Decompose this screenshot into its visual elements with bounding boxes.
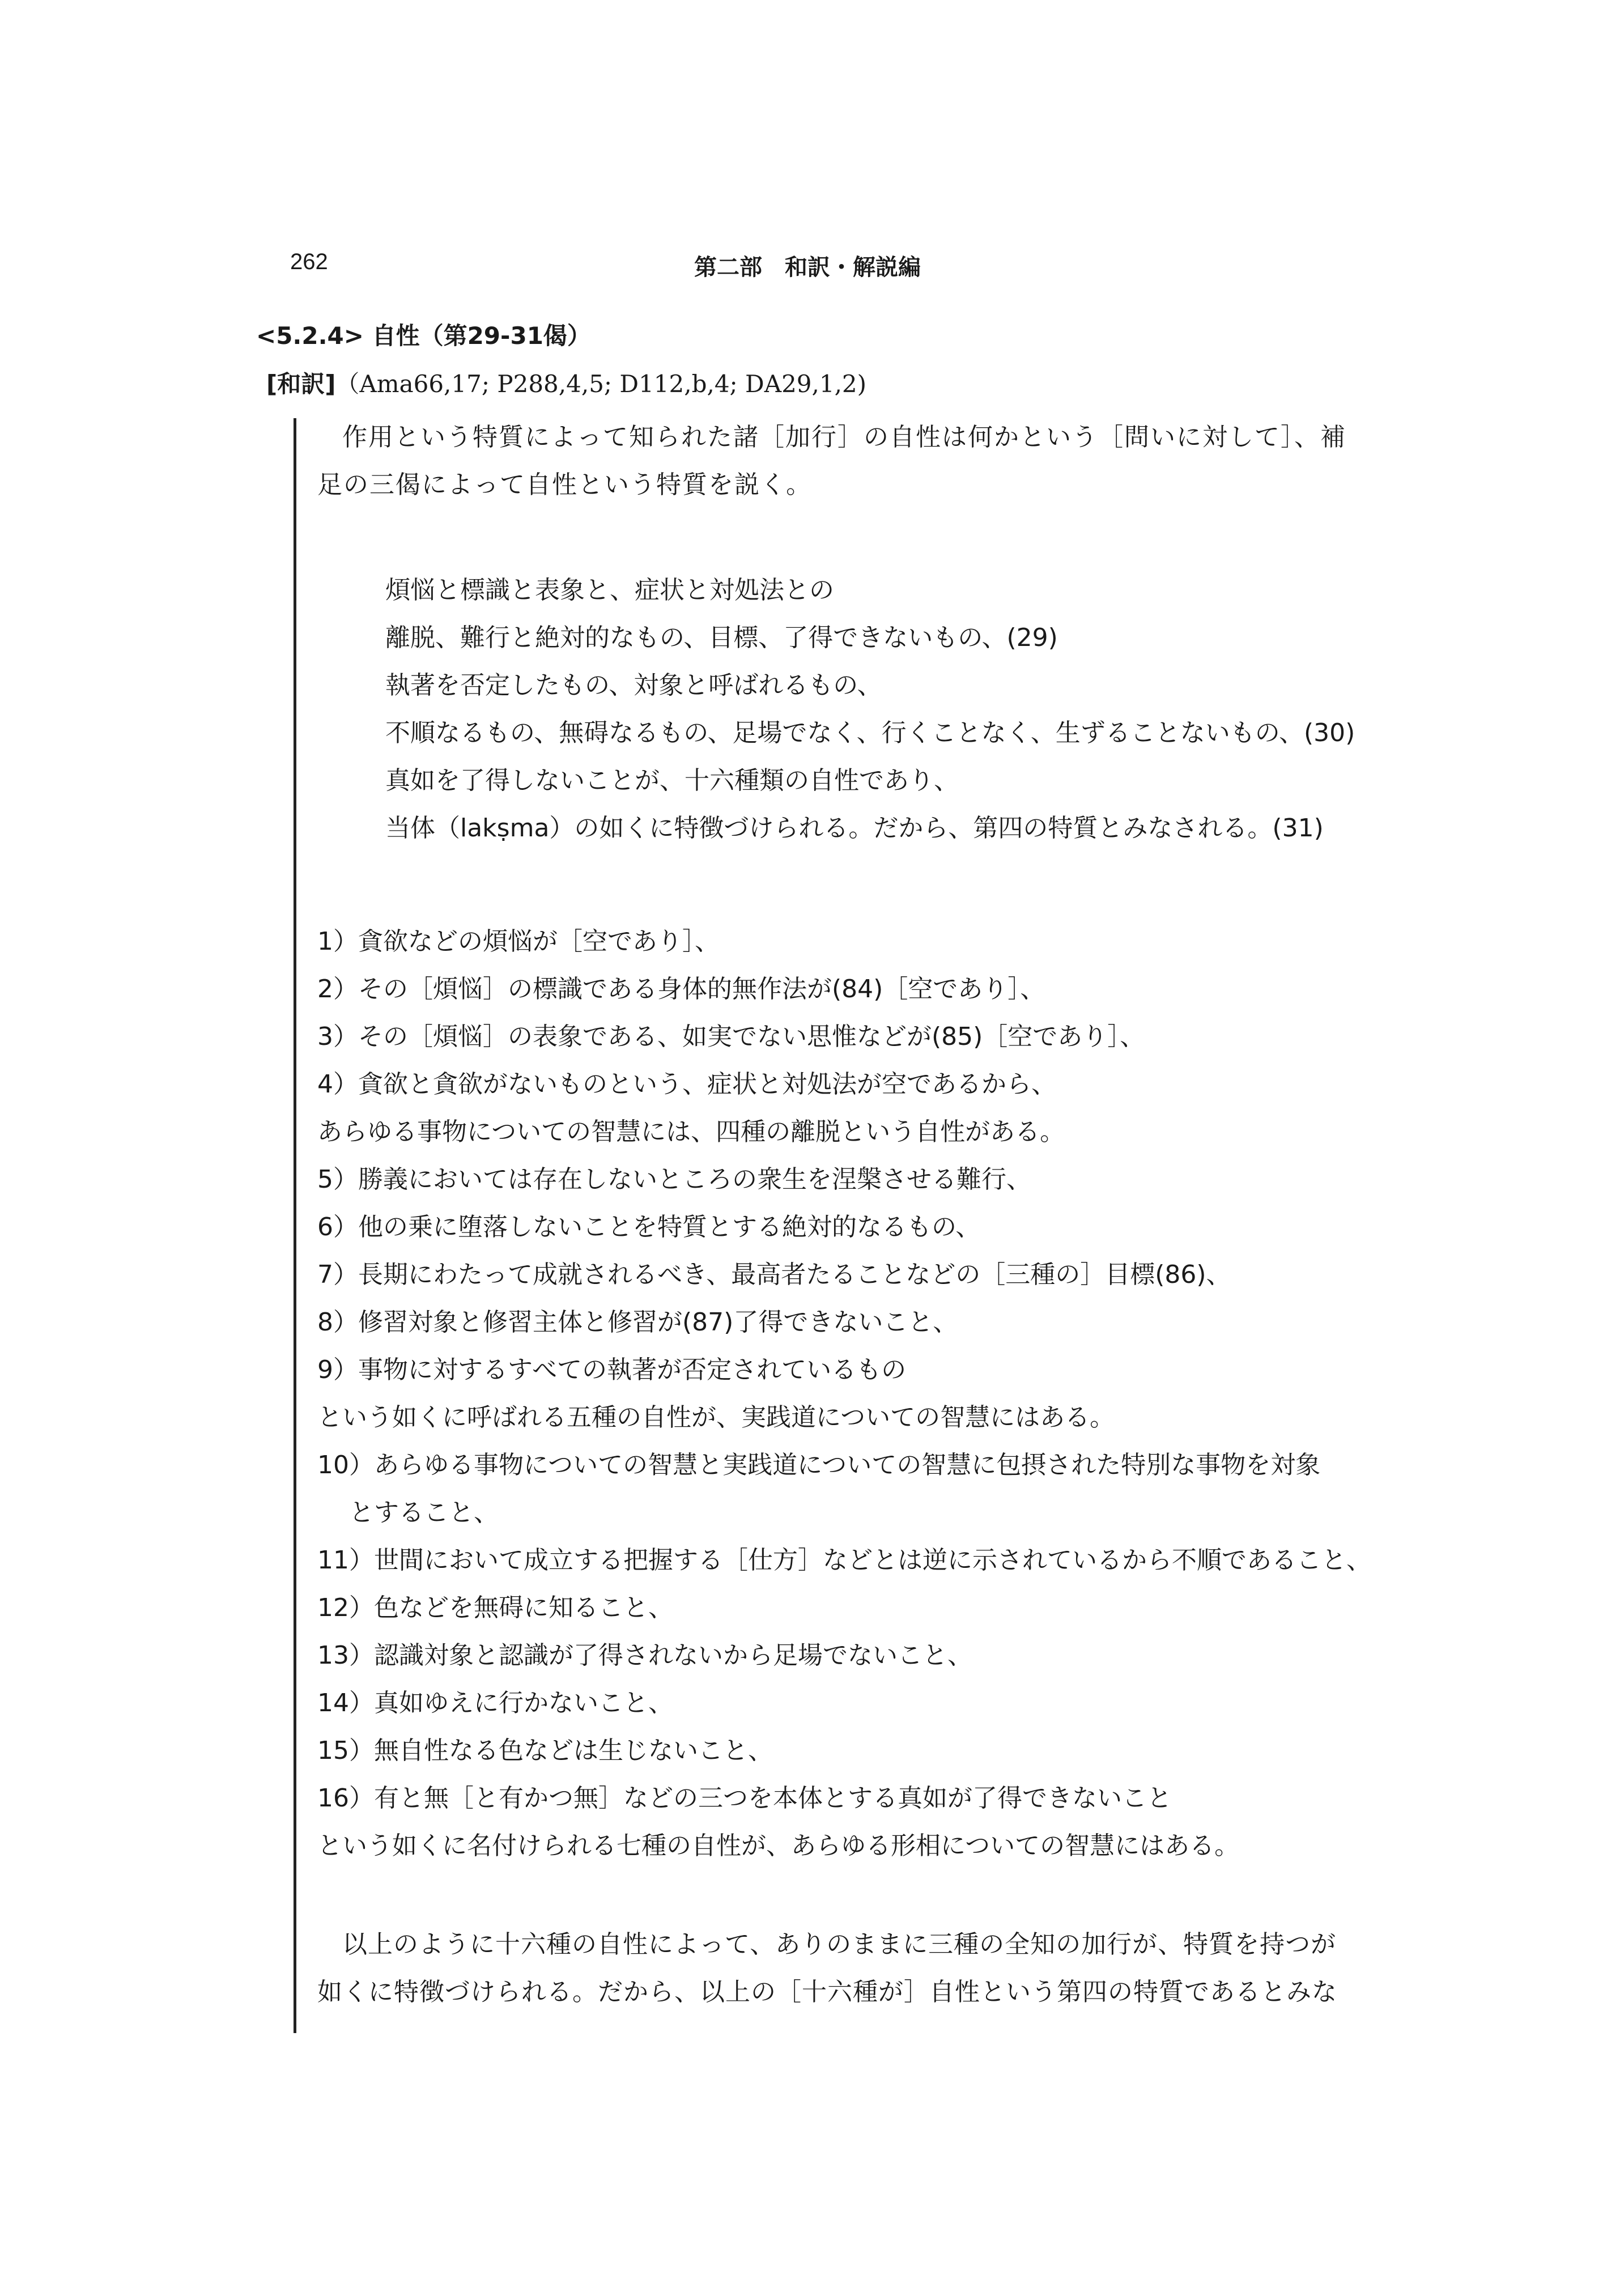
- list-item: 8）修習対象と修習主体と修習が(87)了得できないこと、: [317, 1308, 958, 1337]
- closing-line: 以上のように十六種の自性によって、ありのままに三種の全知の加行が、特質を持つが: [342, 1930, 1337, 1959]
- list-item: 6）他の乗に堕落しないことを特質とする絶対的なるもの、: [317, 1213, 981, 1241]
- verse-line: 真如を了得しないことが、十六種類の自性であり、: [385, 766, 959, 795]
- verse-line: 執著を否定したもの、対象と呼ばれるもの、: [385, 671, 882, 700]
- list-item: 10）あらゆる事物についての智慧と実践道についての智慧に包摂された特別な事物を対象: [317, 1451, 1321, 1479]
- verse-line: 当体（lakṣma）の如くに特徴づけられる。だから、第四の特質とみなされる。(31): [385, 814, 1324, 843]
- list-item: 13）認識対象と認識が了得されないから足場でないこと、: [317, 1641, 972, 1670]
- list-item: 14）真如ゆえに行かないこと、: [317, 1689, 673, 1717]
- list-item: 11）世間において成立する把握する［仕方］などとは逆に示されているから不順であること、: [317, 1546, 1371, 1575]
- closing-line: 如くに特徴づけられる。だから、以上の［十六種が］自性という第四の特質であるとみな: [317, 1978, 1337, 2006]
- intro-line: 作用という特質によって知られた諸［加行］の自性は何かという［問いに対して］、補: [342, 423, 1346, 452]
- list-item: 2）その［煩悩］の標識である身体的無作法が(84)［空であり］、: [317, 975, 1045, 1004]
- verse-line: 不順なるもの、無碍なるもの、足場でなく、行くことなく、生ずることないもの、(30): [385, 718, 1355, 747]
- list-item: 4）貪欲と貪欲がないものという、症状と対処法が空であるから、: [317, 1070, 1056, 1099]
- intro-paragraph: [317, 414, 1371, 509]
- list-item: 1）貪欲などの煩悩が［空であり］、: [317, 927, 720, 956]
- list-item: 7）長期にわたって成就されるべき、最高者たることなどの［三種の］目標(86)、: [317, 1260, 1231, 1289]
- translation-references: （Ama66,17; P288,4,5; D112,b,4; DA29,1,2): [335, 370, 867, 398]
- list-item: 3）その［煩悩］の表象である、如実でない思惟などが(85)［空であり］、: [317, 1022, 1145, 1051]
- list-item-continuation: とすること、: [349, 1498, 499, 1527]
- verse-line: 煩悩と標識と表象と、症状と対処法との: [385, 576, 834, 605]
- running-title: 第二部 和訳・解説編: [694, 254, 921, 280]
- list-item: 12）色などを無碍に知ること、: [317, 1593, 673, 1622]
- list-summary: という如くに呼ばれる五種の自性が、実践道についての智慧にはある。: [317, 1403, 1115, 1432]
- translation-heading: [266, 365, 866, 399]
- section-heading: <5.2.4> 自性（第29-31偈）: [256, 322, 591, 350]
- page-number: 262: [290, 249, 328, 274]
- closing-paragraph: [317, 1921, 1371, 2016]
- verse-line: 離脱、難行と絶対的なもの、目標、了得できないもの、(29): [385, 623, 1058, 652]
- commentary-list: [317, 918, 1371, 1870]
- translation-label: [和訳]: [266, 370, 336, 398]
- verse-block: [385, 567, 1439, 852]
- list-item: 15）無自性なる色などは生じないこと、: [317, 1736, 773, 1765]
- list-summary: という如くに名付けられる七種の自性が、あらゆる形相についての智慧にはある。: [317, 1831, 1240, 1860]
- list-item: 5）勝義においては存在しないところの衆生を涅槃させる難行、: [317, 1165, 1031, 1194]
- list-item: 9）事物に対するすべての執著が否定されているもの: [317, 1355, 907, 1384]
- list-summary: あらゆる事物についての智慧には、四種の離脱という自性がある。: [317, 1117, 1065, 1146]
- intro-line: 足の三偈によって自性という特質を説く。: [317, 470, 813, 499]
- margin-rule: [294, 418, 296, 2033]
- list-item: 16）有と無［と有かつ無］などの三つを本体とする真如が了得できないこと: [317, 1784, 1172, 1813]
